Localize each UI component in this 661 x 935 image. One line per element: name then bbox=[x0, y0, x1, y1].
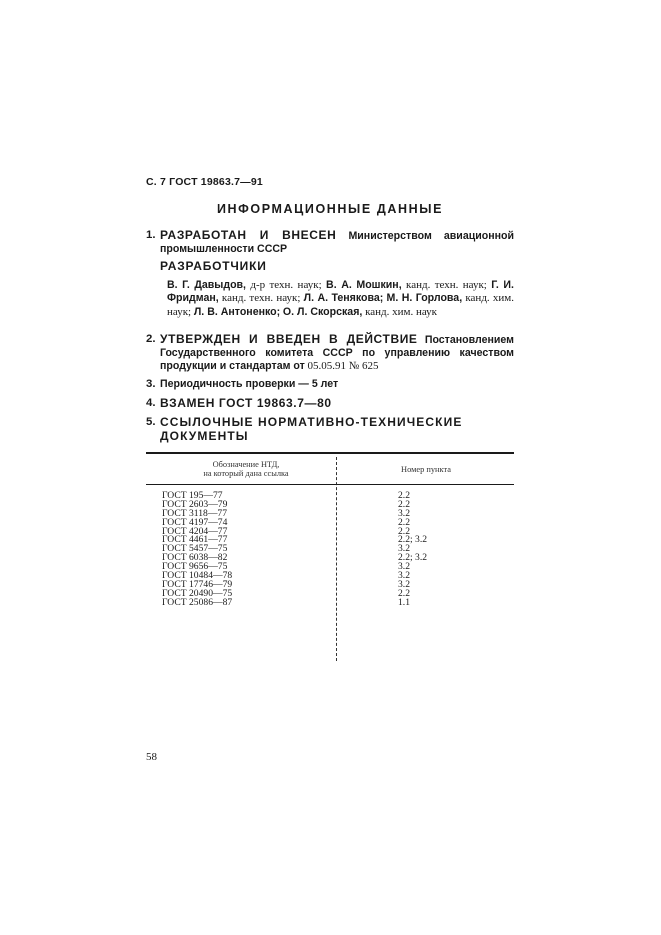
ntd-code: ГОСТ 195—77 bbox=[162, 490, 223, 501]
item-caps-heading: УТВЕРЖДЕН И ВВЕДЕН В ДЕЙСТВИЕ bbox=[160, 332, 418, 346]
clause-number: 2.2 bbox=[398, 498, 410, 510]
clause-number: 2.2 bbox=[398, 525, 410, 537]
developer-degree: канд. хим. наук; bbox=[167, 292, 514, 318]
item-number: 3. bbox=[146, 378, 156, 390]
table-header-rule bbox=[146, 484, 514, 485]
item-number: 4. bbox=[146, 397, 156, 409]
ntd-code: ГОСТ 9656—75 bbox=[162, 561, 228, 573]
item-number: 2. bbox=[146, 333, 156, 345]
item-text: Постановлением Государственного комитета СССР по управлению качеством продукции и стандартам от bbox=[160, 334, 514, 372]
info-item-replaces bbox=[146, 397, 514, 411]
item-date-number: 05.05.91 № 625 bbox=[304, 360, 379, 372]
info-item-references bbox=[146, 416, 514, 444]
running-header: С. 7 ГОСТ 19863.7—91 bbox=[146, 176, 263, 188]
clause-number: 2.2; 3.2 bbox=[398, 552, 428, 564]
clause-number: 3.2 bbox=[398, 543, 410, 555]
ntd-code: ГОСТ 6038—82 bbox=[162, 552, 228, 564]
ntd-code: ГОСТ 25086—87 bbox=[162, 596, 233, 608]
clause-number: 1.1 bbox=[398, 596, 410, 608]
item-caps-heading: ВЗАМЕН ГОСТ 19863.7—80 bbox=[160, 396, 332, 410]
table-body bbox=[146, 492, 514, 608]
ntd-code: ГОСТ 4204—77 bbox=[162, 525, 228, 537]
page-number: 58 bbox=[146, 751, 157, 763]
clause-number: 3.2 bbox=[398, 507, 410, 519]
table-header-document bbox=[166, 460, 326, 478]
developer-degree: канд. техн. наук; bbox=[401, 279, 492, 291]
item-number: 5. bbox=[146, 416, 156, 428]
item-caps-heading: РАЗРАБОТАН И ВНЕСЕН bbox=[160, 228, 337, 242]
clause-number: 2.2 bbox=[398, 587, 410, 599]
table-row bbox=[146, 596, 514, 608]
header-line: на который дана ссылка bbox=[203, 469, 289, 478]
info-item-developed bbox=[146, 229, 514, 256]
developers-heading: РАЗРАБОТЧИКИ bbox=[160, 259, 267, 273]
page-title: ИНФОРМАЦИОННЫЕ ДАННЫЕ bbox=[216, 202, 444, 216]
developer-degree: канд. техн. наук; bbox=[218, 292, 304, 305]
item-text: Периодичность проверки — 5 лет bbox=[160, 378, 339, 390]
developer-name: В. Г. Давыдов, bbox=[167, 279, 246, 291]
developers-list bbox=[167, 279, 514, 319]
clause-number: 2.2; 3.2 bbox=[398, 534, 428, 546]
ntd-code: ГОСТ 4461—77 bbox=[162, 534, 228, 546]
developer-name: Л. А. Тенякова; bbox=[303, 292, 384, 305]
clause-number: 2.2 bbox=[398, 516, 410, 528]
developer-name: О. Л. Скорская, bbox=[282, 305, 363, 318]
developer-name: Л. В. Антоненко; bbox=[193, 305, 281, 318]
table-top-rule bbox=[146, 452, 514, 454]
ntd-code: ГОСТ 5457—75 bbox=[162, 543, 228, 555]
ntd-code: ГОСТ 17746—79 bbox=[162, 578, 233, 590]
header-line: Обозначение НТД, bbox=[212, 460, 280, 469]
clause-number: 3.2 bbox=[398, 561, 410, 573]
info-item-approved bbox=[146, 333, 514, 373]
developer-name: М. Н. Горлова, bbox=[386, 292, 463, 305]
developer-degree: канд. хим. наук bbox=[362, 305, 438, 318]
developer-degree: д-р техн. наук; bbox=[246, 279, 327, 291]
developer-name: Г. И. Фридман, bbox=[167, 279, 514, 305]
developer-name: В. А. Мошкин, bbox=[326, 279, 402, 291]
clause-number: 3.2 bbox=[398, 570, 410, 582]
ntd-code: ГОСТ 10484—78 bbox=[162, 570, 233, 582]
item-text: Министерством авиационной промышленности СССР bbox=[160, 230, 514, 255]
item-number: 1. bbox=[146, 229, 156, 241]
ntd-code: ГОСТ 20490—75 bbox=[162, 587, 233, 599]
item-caps-heading: ССЫЛОЧНЫЕ НОРМАТИВНО-ТЕХНИЧЕСКИЕ ДОКУМЕНТЫ bbox=[160, 415, 463, 443]
table-header-clause: Номер пункта bbox=[401, 465, 451, 474]
ntd-code: ГОСТ 4197—74 bbox=[162, 516, 228, 528]
ntd-code: ГОСТ 2603—79 bbox=[162, 498, 228, 510]
clause-number: 2.2 bbox=[398, 490, 410, 501]
info-item-review-period bbox=[146, 378, 514, 391]
ntd-code: ГОСТ 3118—77 bbox=[162, 507, 228, 519]
clause-number: 3.2 bbox=[398, 578, 410, 590]
